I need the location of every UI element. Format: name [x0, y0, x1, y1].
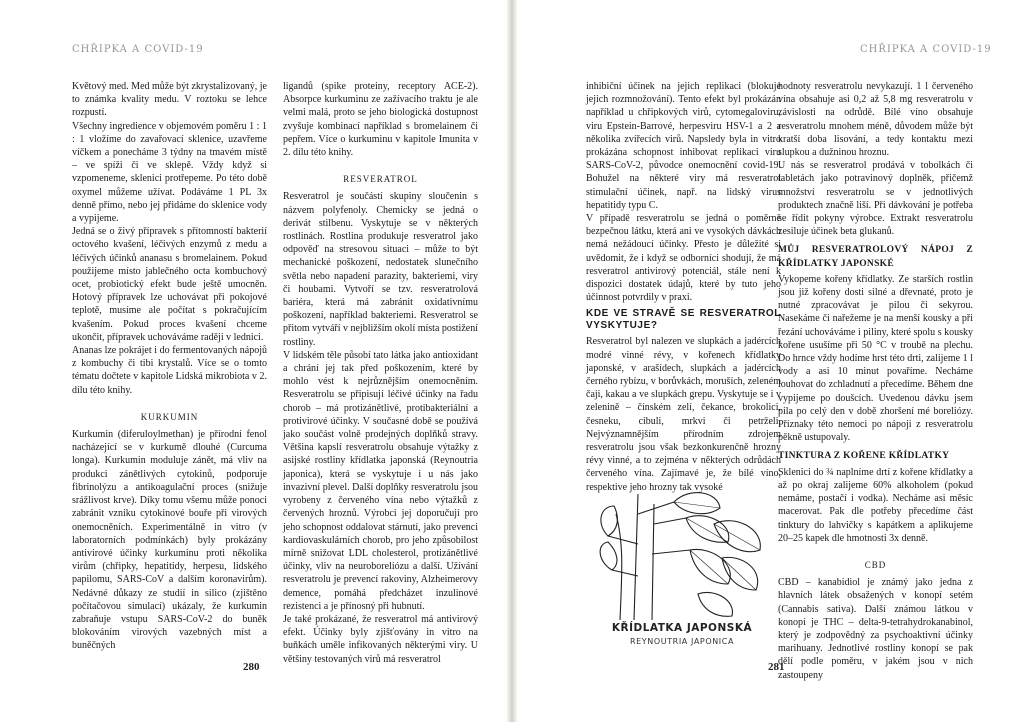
running-head-left: CHŘIPKA A COVID-19 [72, 44, 204, 55]
paragraph: U nás se resveratrol prodává v tobolkách či tabletách jako potravinový doplněk, přičemž množství resveratrolu se v jednotlivých produktech značně liší. Při dávkování je potřeba se řídit pokyny výrobce. Extrakt resveratrolu zesiluje účinek beta glukanů. [778, 160, 973, 238]
paragraph: Ananas lze pokrájet i do fermentovaných nápojů z kombuchy či tibi krystalů. Více se o tomto tématu dočtete v kapitole Lidská mikrobiota v 2. dílu této knihy. [72, 345, 267, 396]
paragraph: Sklenici do ¾ naplníme drtí z kořene křídlatky a až po okraj zalijeme 60% alkoholem (pokud nemáme, postačí i vodka). Necháme asi měsíc macerovat. Pak dle potřeby přecedíme část tinktury do lahvičky s kapátkem a aplikujeme 20–25 kapek dle hmotnosti 3x denně. [778, 466, 973, 544]
section-heading: RESVERATROL [343, 174, 418, 185]
paragraph: Resveratrol je součástí skupiny sloučenin s názvem polyfenoly. Chemicky se jedná o derivát stilbenu. Vyskytuje se v některých rostlinách. Rostlina produkuje resveratrol jako odpověď na stresovou situaci – může to být mechanické poškození, nedostatek slunečního světla nebo napadení parazity, bakteriemi, viry či houbami. Vytvoří se tzv. resveratrolová bariéra, která má zabránit oxidativnímu poškození, například bakteriemi. Resveratrol se přitom vytváří v nejbližším okolí místa postižení rostliny. [283, 191, 478, 348]
page-number-left: 280 [243, 661, 260, 673]
japanese-knotweed-drawing-icon [594, 484, 770, 620]
section-heading: KURKUMIN [140, 411, 199, 422]
paragraph: V lidském těle působí tato látka jako antioxidant a chrání jej tak před poškozením, které by mohlo vést k nejrůznějším onemocněním. Resveratrolu se připisují léčivé účinky na řadu chorob – má protizánětlivé, protibakteriální a protivirové účinky. V současné době se používá jako součást volně prodejných doplňků stravy. Většina kapslí resveratrolu obsahuje výtažky z asijské rostliny křídlatka japonská (Reynoutria japonica), která se vyskytuje i u nás jako invazivní plevel. Další doplňky resveratrolu jsou vyrobeny z červeného vína nebo výtažků z červených hroznů. Výrobci jej doporučují pro jeho schopnost oddalovat stárnutí, jako prevenci kardiovaskulárních chorob, pro jeho způsobilost mírně snižovat LDL cholesterol, protizánětlivé účinky, vliv na neuroboreliózu a další. Užívání resveratrolu je prevencí rakoviny, Alzheimerovy demence, pomáhá předcházet inzulinové rezistenci a je přínosný při hubnutí. [283, 349, 478, 612]
book-gutter [506, 0, 518, 722]
left-page-column-2 [283, 80, 478, 665]
paragraph: hodnoty resveratrolu nevykazují. 1 l červeného vína obsahuje asi 0,2 až 5,8 mg resveratrolu v závislosti na odrůdě. Bílé víno obsahuje resveratrolu mnohem méně, důvodem může být kratší doba lisování, a tedy kontaktu mezi slupkou a dužninou hroznu. [778, 81, 973, 159]
section-heading: MŮJ RESVERATROLOVÝ NÁPOJ Z KŘÍDLATKY JAPONSKÉ [778, 245, 973, 269]
section-heading: KDE VE STRAVĚ SE RESVERATROL VYSKYTUJE? [586, 308, 781, 332]
page-number-right: 281 [768, 661, 785, 673]
knotweed-illustration [594, 484, 770, 654]
paragraph: Jedná se o živý přípravek s přítomností bakterií octového kvašení, léčivých enzymů z medu a léčivých účinků ananasu s bromelainem. Pokud použijeme místo jablečného octa kombuchový ocet, probiotický efekt bude ještě umocněn. Hotový přípravek lze uchovávat při pokojové teplotě, musíme ale počítat s pokračujícím kvašením. Pokud proces kvašení chceme ukončit, přípravek uchováváme raději v lednici. [72, 226, 267, 343]
paragraph: Kurkumin (diferuloylmethan) je přírodní fenol nacházející se v kurkumě dlouhé (Curcuma longa). Kurkumin moduluje zánět, má vliv na produkci zánětlivých cytokinů, podporuje fibrinolýzu a antikoagulační proces (snižuje srážlivost krve). Díky tomu všemu může ponoci zabránit vzniku cytokinové bouře při virových onemocněních. Experimentálně in vitro (v laboratorních podmínkách) byly prokázány antivirové účinky kurkuminu proti několika virům (chřipky, hepatitidy, herpesu, lidského papilomu, SARS-CoV a dalším koronavirům). Nedávné důkazy ze studií in silico (zjištěno počítačovou simulací) ukázaly, že kurkumin zabraňuje vstupu SARS-CoV-2 do buněk blokováním virových vazebných míst a buněčných [72, 429, 267, 652]
left-page-column-1 [72, 80, 267, 650]
right-page-column-2 [778, 80, 973, 681]
paragraph: inhibiční účinek na jejich replikaci (blokuje jejich rozmnožování). Tento efekt byl prokázán například u chřipkových virů, cytomegaloviru, viru Epstein-Barrové, herpesviru HSV-1 a 2 a několika zvířecích virů. Napsledy byla in vitro prokázána schopnost inhibovat replikaci viru SARS-CoV-2, původce onemocnění covid-19. Bohužel na některé viry má resveratrol stimulační účinek, např. na lidský virus hepatitidy typu C. [586, 81, 781, 211]
paragraph: Vykopeme kořeny křídlatky. Ze starších rostlin jsou již kořeny dosti silné a dřevnaté, proto je nutné zpracovávat je pilou či sekyrou. Nasekáme či nařežeme je na menší kousky a při řezání uchováváme i piliny, které spolu s kousky kořene usušíme při 50 °C v troubě na plechu. Do hrnce vždy hodíme hrst této drti, zalijeme 1 l vody a asi 10 minut povaříme. Necháme louhovat do zchladnutí a přecedíme. Během dne vypijeme po doušcích. Uvedenou dávku jsem pila po celý den v době zhoršení mé boreliózy. Příznaky této nemoci po nápoji z resveratrolu pěkně ustupovaly. [778, 273, 973, 444]
paragraph: Resveratrol byl nalezen ve slupkách a jadércích modré vinné révy, v kořenech křídlatky japonské, v arašídech, slupkách a jadércích černého rybízu, v borůvkách, moruších, zeleném čaji, kakau a ve slupkách grepu. Vyskytuje se i v zelenině – čínském zelí, čekance, brokolici, česneku, cibuli, mrkvi či petrželi. Nejvýznamnějším přírodním zdrojem resveratrolu jsou však bezkonkurenčně hrozny révy vinné, a to zejména v některých odrůdách červeného vína. Zajímavé je, že bílé víno, respektive jeho hrozny tak vysoké [586, 336, 781, 493]
illustration-latin-name: REYNOUTRIA JAPONICA [629, 637, 735, 646]
paragraph: Květový med. Med může být zkrystalizovaný, je to známka kvality medu. V roztoku se lehce rozpustí. [72, 81, 267, 119]
running-head-right: CHŘIPKA A COVID-19 [860, 44, 992, 55]
illustration-caption: KŘÍDLATKA JAPONSKÁ [611, 622, 753, 634]
section-heading: CBD [864, 559, 887, 570]
paragraph: Všechny ingredience v objemovém poměru 1 : 1 : 1 vložíme do zavařovací sklenice, uzavřeme víčkem a ponecháme 3 týdny na tmavém místě – ve spíži či ve sklepě. Vždy když si vzpomeneme, sklenici protřepeme. Po této době oxymel můžeme užívat. Podáváme 1 PL 3x denně přímo, nebo jej přidáme do sklenice vody a vypijeme. [72, 120, 267, 225]
paragraph: CBD – kanabidiol je známý jako jedna z hlavních látek obsažených v konopí setém (Cannabis sativa). Další známou látkou v konopí je THC – delta-9-tetrahydrokanabinol, který je zodpovědný za psychoaktivní účinky marihuany. Jednotlivé rostliny konopí se pak dělí podle poměru, v jakém jsou v nich zastoupeny [778, 577, 973, 681]
paragraph: ligandů (spike proteiny, receptory ACE-2). Absorpce kurkuminu ze zažívacího traktu je ale velmi malá, proto se jeho biologická dostupnost zvyšuje kombinací například s bromelainem či pepřem. Více o kurkuminu v kapitole Imunita v 2. dílu této knihy. [283, 81, 478, 159]
paragraph: V případě resveratrolu se jedná o poměrně bezpečnou látku, která ani ve vysokých dávkách nemá nežádoucí účinky. Přesto je důležité si uvědomit, že i když se odborníci shodují, že má resveratrol antivirový potenciál, stále není k dispozici dostatek údajů, které by tuto jeho účinnost potvrdily v praxi. [586, 213, 781, 304]
paragraph: Je také prokázané, že resveratrol má antivirový efekt. Účinky byly zjišťovány in vitro na buňkách uměle infikovaných některými viry. U většiny testovaných virů má resveratrol [283, 613, 478, 665]
section-heading: TINKTURA Z KOŘENE KŘÍDLATKY [778, 451, 950, 462]
right-page-column-1 [586, 80, 781, 493]
